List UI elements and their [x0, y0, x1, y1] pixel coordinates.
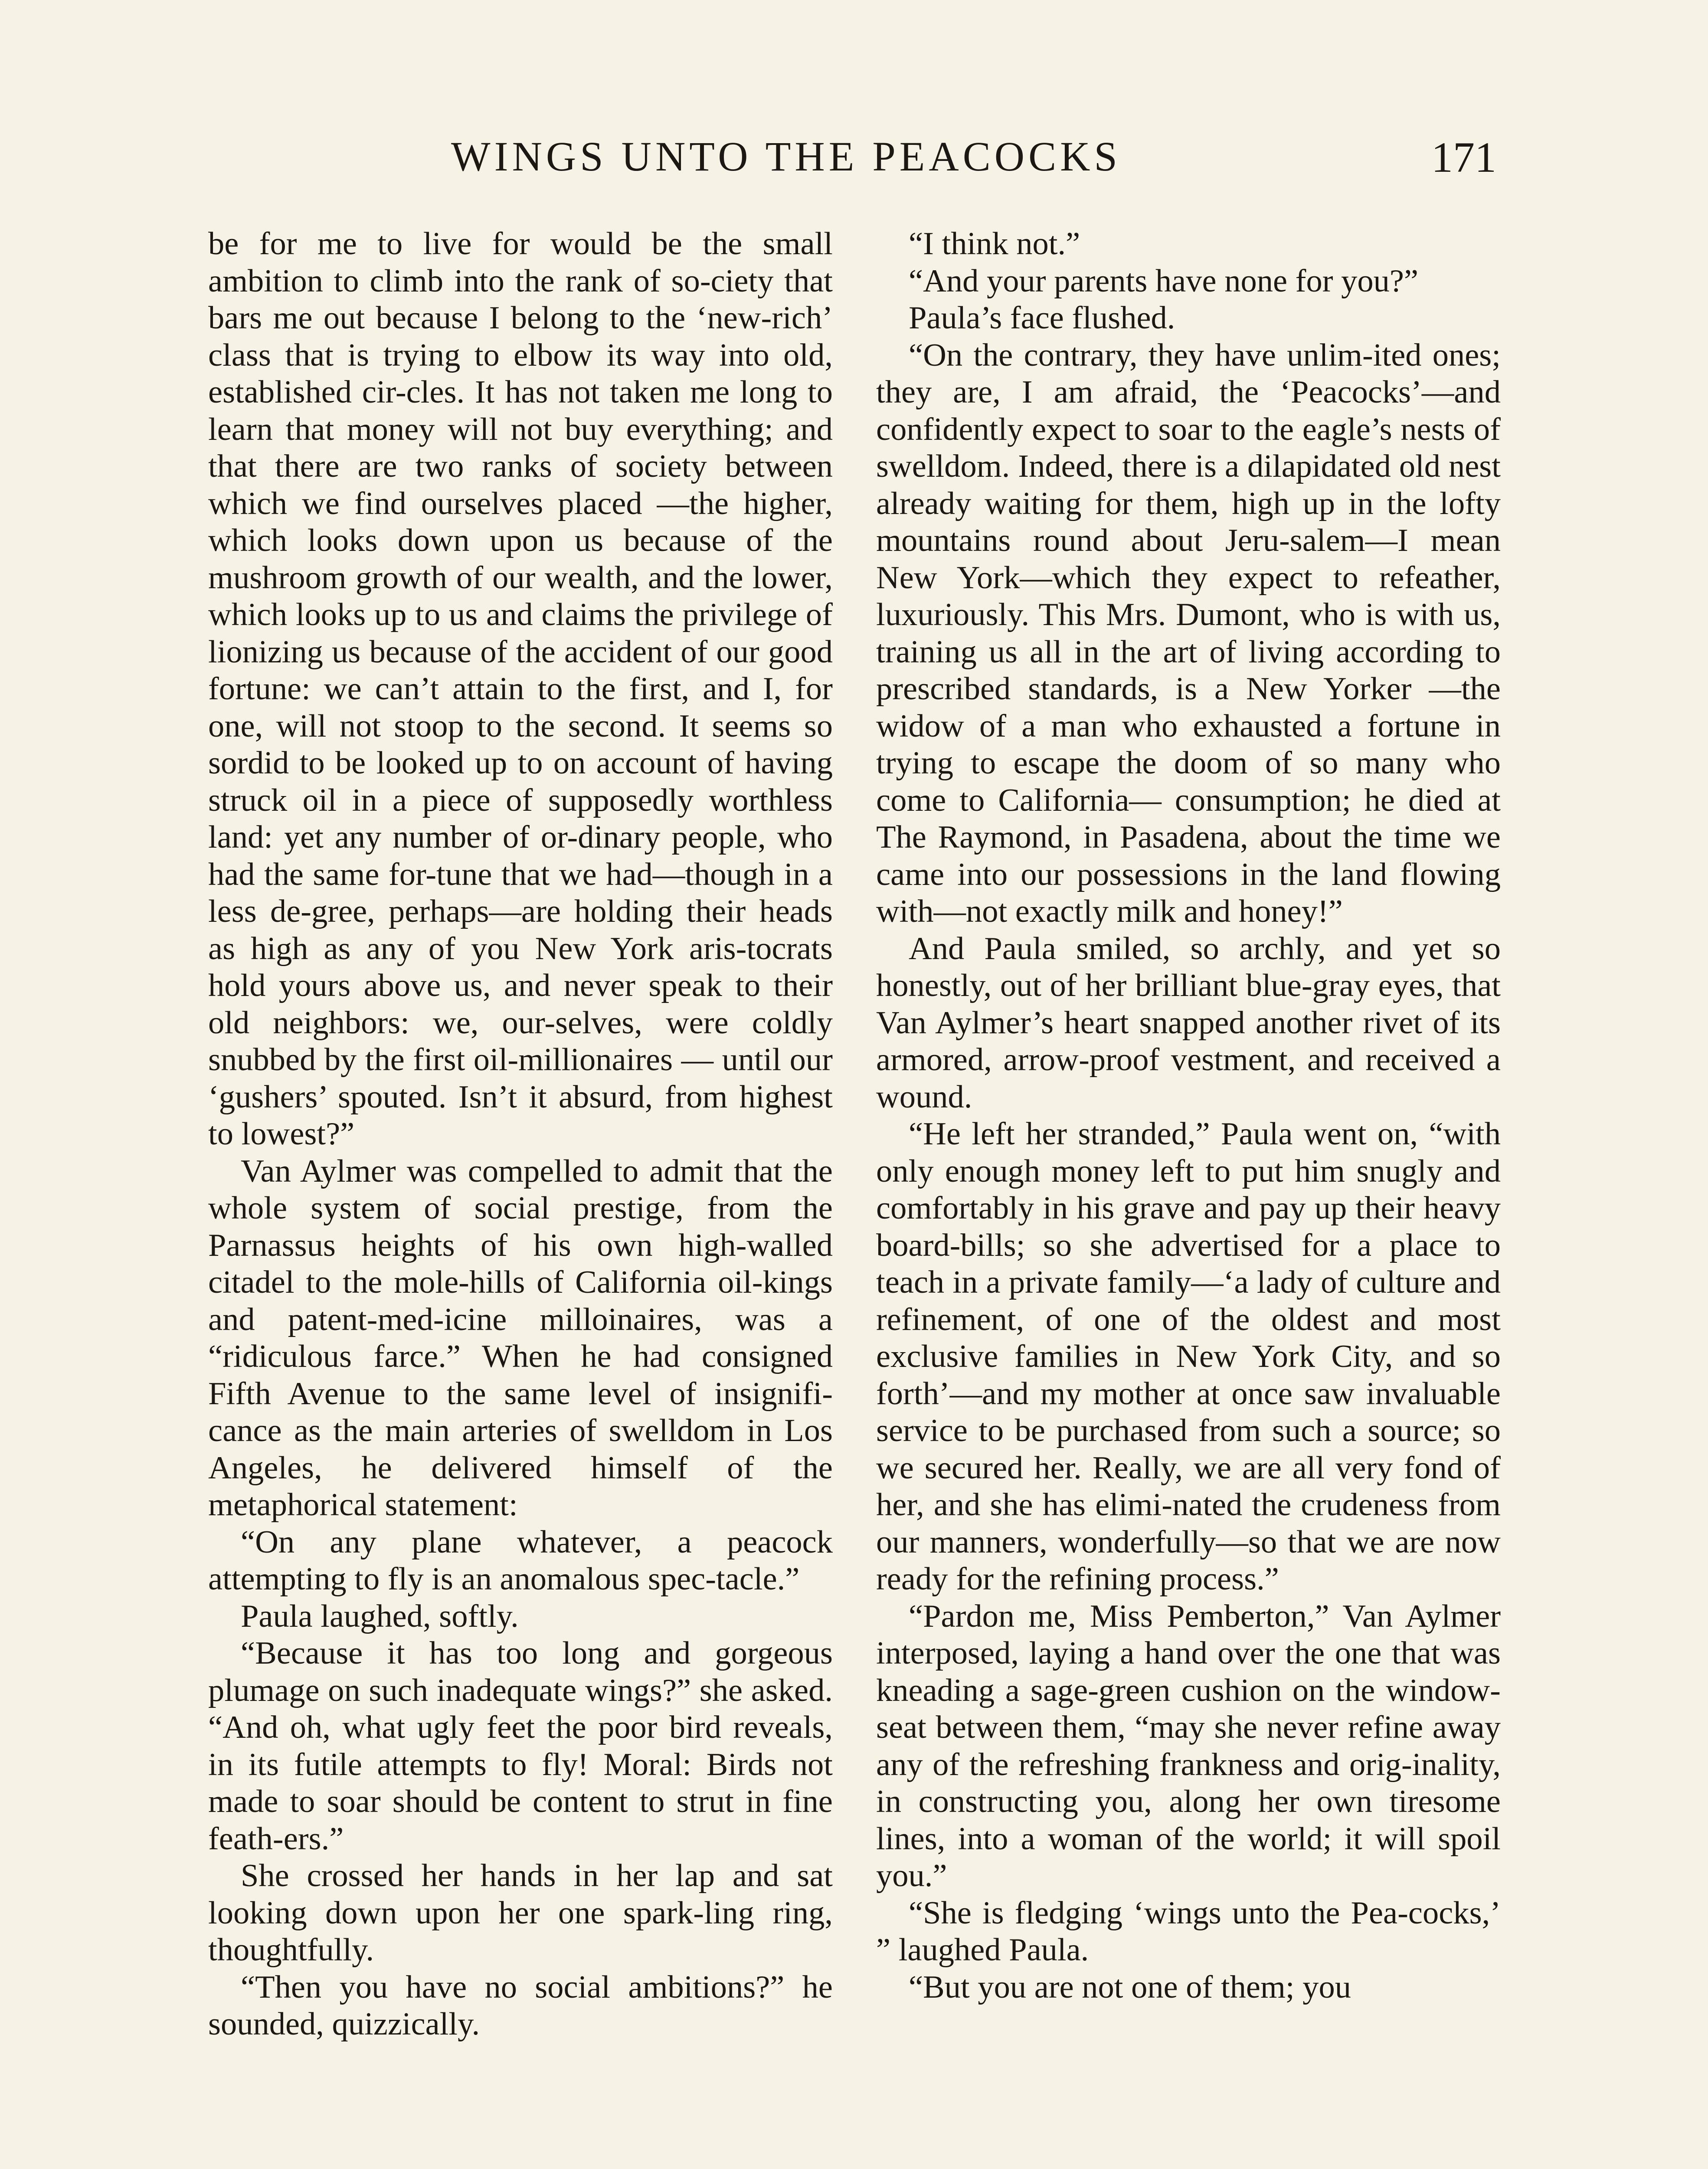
paragraph: “She is fledging ‘wings unto the Pea-cocks,’ ” laughed Paula.: [876, 1895, 1501, 1968]
right-column: [876, 226, 1501, 2006]
running-title: WINGS UNTO THE PEACOCKS: [451, 133, 1121, 180]
paragraph: Paula’s face flushed.: [909, 300, 1175, 336]
paragraph: And Paula smiled, so archly, and yet so honestly, out of her brilliant blue-gray eyes, that Van Aylmer’s heart snapped another rivet of its armored, arrow-proof vestment, and received a wound.: [876, 931, 1501, 1115]
paragraph: “Then you have no social ambitions?” he sounded, quizzically.: [208, 1969, 833, 2042]
paragraph: “And your parents have none for you?”: [909, 263, 1419, 299]
paragraph: She crossed her hands in her lap and sat looking down upon her one spark-ling ring, thoughtfully.: [208, 1858, 833, 1968]
paragraph: “He left her stranded,” Paula went on, “with only enough money left to put him snugly and comfortably in his grave and pay up their heavy board-bills; so she advertised for a place to teach in a private family—‘a lady of culture and refinement, of one of the oldest and most exclusive families in New York City, and so forth’—and my mother at once saw invaluable service to be purchased from such a source; so we secured her. Really, we are all very fond of her, and she has elimi-nated the crudeness from our manners, wonderfully—so that we are now ready for the refining process.”: [876, 1116, 1501, 1597]
paragraph: Paula laughed, softly.: [241, 1598, 519, 1634]
paragraph: Van Aylmer was compelled to admit that the whole system of social prestige, from the Parnassus heights of his own high-walled citadel to the mole-hills of California oil-kings and patent-med-icine milloinaires, was a “ridiculous farce.” When he had consigned Fifth Avenue to the same level of insignifi-cance as the main arteries of swelldom in Los Angeles, he delivered himself of the metaphorical statement:: [208, 1153, 833, 1523]
paragraph: “I think not.”: [909, 226, 1080, 262]
paragraph: be for me to live for would be the small ambition to climb into the rank of so-ciety that bars me out because I belong to the ‘new-rich’ class that is trying to elbow its way into old, established cir-cles. It has not taken me long to learn that money will not buy everything; and that there are two ranks of society between which we find ourselves placed —the higher, which looks down upon us because of the mushroom growth of our wealth, and the lower, which looks up to us and claims the privilege of lionizing us because of the accident of our good fortune: we can’t attain to the first, and I, for one, will not stoop to the second. It seems so sordid to be looked up to on account of having struck oil in a piece of supposedly worthless land: yet any number of or-dinary people, who had the same for-tune that we had—though in a less de-gree, perhaps—are holding their heads as high as any of you New York aris-tocrats hold yours above us, and never speak to their old neighbors: we, our-selves, were coldly snubbed by the first oil-millionaires — until our ‘gushers’ spouted. Isn’t it absurd, from highest to lowest?”: [208, 226, 833, 1152]
paragraph: “Pardon me, Miss Pemberton,” Van Aylmer interposed, laying a hand over the one that was kneading a sage-green cushion on the window-seat between them, “may she never refine away any of the refreshing frankness and orig-inality, in constructing you, along her own tiresome lines, into a woman of the world; it will spoil you.”: [876, 1598, 1501, 1894]
paragraph: “Because it has too long and gorgeous plumage on such inadequate wings?” she asked. “And oh, what ugly feet the poor bird reveals, in its futile attempts to fly! Moral: Birds not made to soar should be content to strut in fine feath-ers.”: [208, 1635, 833, 1857]
page-number: 171: [1431, 133, 1496, 181]
paragraph: “On the contrary, they have unlim-ited ones; they are, I am afraid, the ‘Peacocks’—and confidently expect to soar to the eagle’s nests of swelldom. Indeed, there is a dilapidated old nest already waiting for them, high up in the lofty mountains round about Jeru-salem—I mean New York—which they expect to refeather, luxuriously. This Mrs. Dumont, who is with us, training us all in the art of living according to prescribed standards, is a New Yorker —the widow of a man who exhausted a fortune in trying to escape the doom of so many who come to California— consumption; he died at The Raymond, in Pasadena, about the time we came into our possessions in the land flowing with—not exactly milk and honey!”: [876, 337, 1501, 929]
paragraph: “On any plane whatever, a peacock attempting to fly is an anomalous spec-tacle.”: [208, 1524, 833, 1597]
paragraph: “But you are not one of them; you: [909, 1969, 1351, 2005]
left-column: [208, 226, 833, 2043]
